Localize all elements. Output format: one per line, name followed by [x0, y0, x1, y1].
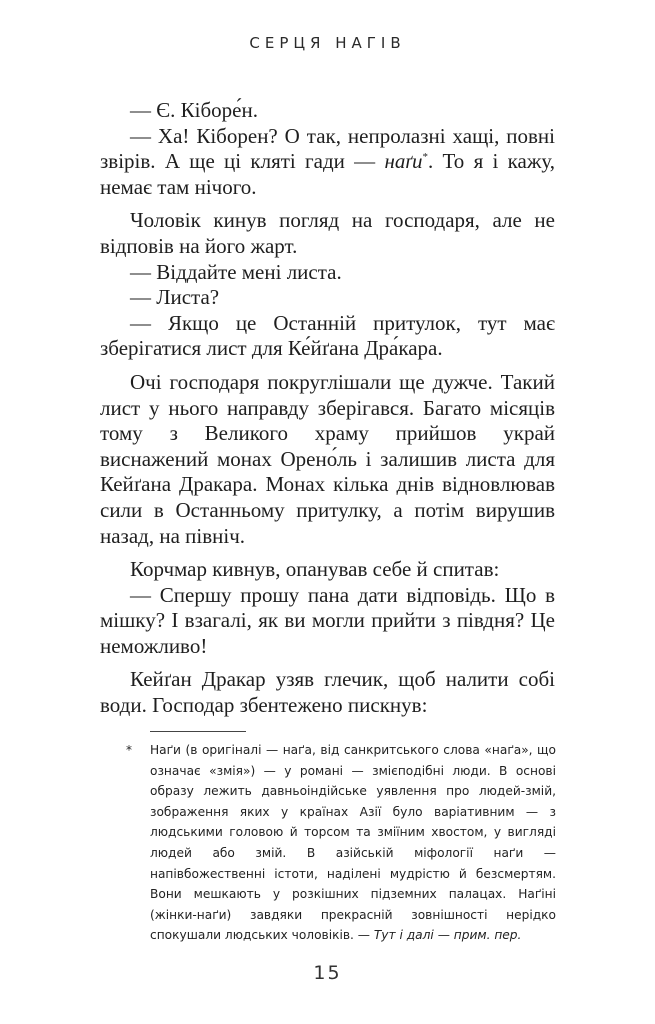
running-header: СЕРЦЯ НАГІВ [249, 34, 406, 52]
paragraph: Чоловік кинув погляд на господаря, але не відповів на його жарт. [100, 208, 555, 258]
text-span: — Ха! Кіборен? О так, непролазні хащі, повні звірів. А ще ці кляті гади — [100, 123, 555, 174]
paragraph: — Листа? [130, 285, 220, 310]
paragraph: Кейґан Дракар узяв глечик, щоб налити собі води. Господар збентежено пискнув: [100, 667, 555, 718]
paragraph: — Якщо це Останній притулок, тут має зберігатися лист для Ке́йґана Дра́кара. [100, 310, 555, 361]
paragraph: Очі господаря покруглішали ще дужче. Такий лист у нього направду зберігався. Багато місяців тому з Великого храму прийшов украй виснажений монах Орено́ль і залишив листа для Кейґана Дракара. Монах кілька днів відновлював сили в Останньому притулку, а потім вирушив назад, на північ. [100, 369, 555, 548]
italic-term: наґи [384, 149, 423, 174]
paragraph: — Спершу прошу пана дати відповідь. Що в мішку? І взагалі, як ви могли прийти з півдня? Це неможливо! [100, 582, 555, 658]
paragraph: Корчмар кивнув, опанував себе й спитав: [130, 557, 500, 582]
text-span: . То я і кажу, немає там нічого. [100, 149, 555, 199]
footnote-attribution: Тут і далі — прим. пер. [373, 928, 522, 943]
footnote-divider [150, 731, 246, 732]
footnote-marker: * [422, 151, 429, 164]
page-number: 15 [313, 962, 342, 984]
footnote-text [150, 740, 556, 946]
paragraph: — Є. Кіборе́н. [130, 98, 258, 122]
paragraph: — Віддайте мені листа. [130, 259, 342, 284]
main-text [100, 98, 555, 719]
footnote-star: * [126, 743, 132, 757]
footnote [126, 740, 556, 946]
paragraph [100, 124, 555, 201]
footnote-main-text: Наґи (в оригіналі — наґа, від санкритського слова «наґа», що означає «змія») — у романі — змієподібні люди. В основі образу лежить давньоіндійське уявлення про людей-змій, зображення яких у країнах Азії було варіативним — з людськими головою й торсом та зміїним хвостом, у вигляді людей або змій. В азійській міфології наґи — напівбожественні істоти, наділені мудрістю й безсмертям. Вони мешкають у розкішних підземних палацах. Наґіні (жінки-наґи) завдяки прекрасній зовнішності нерідко спокушали людських чоловіків. — [150, 743, 556, 943]
